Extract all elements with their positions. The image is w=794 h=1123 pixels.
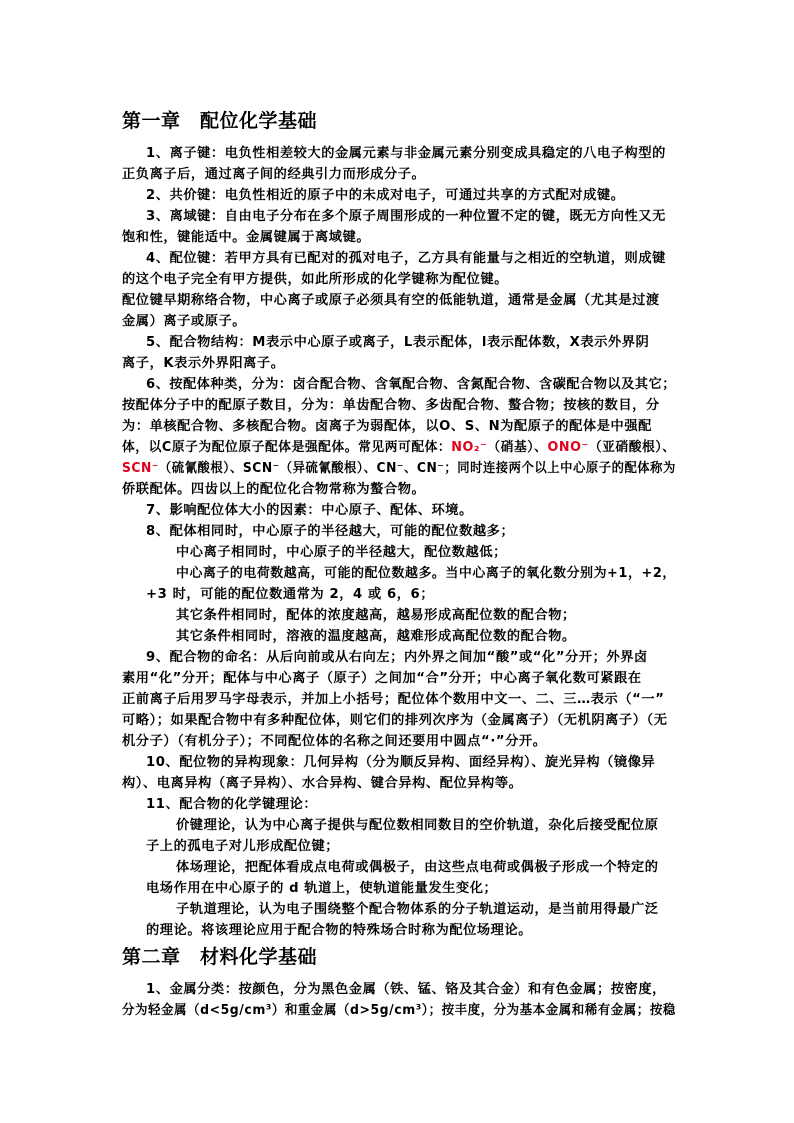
text-line: 饱和性，键能适中。金属键属于离域键。 [122,230,371,245]
text-line: 金属）离子或原子。 [122,314,247,329]
text-line: 11、配合物的化学键理论： [146,797,318,812]
text-line: 9、配合物的命名：从后向前或从右向左；内外界之间加“酸”或“化”分开；外界卤 [146,650,648,665]
text-line: 7、影响配位体大小的因素：中心原子、配体、环境。 [146,503,473,518]
text-run: 体，以C原子为配位原子配体是强配体。常见两可配体： [122,440,452,455]
text-line: 的这个电子完全有甲方提供，如此所形成的化学键称为配位键。 [122,272,509,287]
text-line: 配位键早期称络合物，中心离子或原子必须具有空的低能轨道，通常是金属（尤其是过渡 [122,293,660,308]
text-line: 侨联配体。四齿以上的配位化合物常称为螯合物。 [122,482,426,497]
highlight-no2: NO₂⁻ [451,440,488,455]
text-run: （亚硝酸根）、 [588,440,676,455]
text-line: 10、配位物的异构现象：几何异构（分为顺反异构、面经异构）、旋光异构（镜像异 [146,755,656,770]
text-line: 1、金属分类：按颜色，分为黑色金属（铁、锰、铬及其合金）和有色金属；按密度， [146,982,666,997]
text-line: 正前离子后用罗马字母表示，并加上小括号；配位体个数用中文一、二、三…表示（“一” [122,692,665,707]
text-run: （硫氰酸根）、SCN⁻（异硫氰酸根）、CN⁻、CN⁻；同时连接两个以上中心原子的配体称为 [158,461,676,476]
text-line: 可略）；如果配合物中有多种配位体，则它们的排列次序为（金属离子）（无机阴离子）（无 [122,713,668,728]
text-line: 2、共价键：电负性相近的原子中的未成对电子，可通过共享的方式配对成键。 [146,188,625,203]
text-line: 素用“化”分开；配体与中心离子（原子）之间加“合”分开；中心离子氧化数可紧跟在 [122,671,642,686]
text-line [122,436,676,455]
chapter-1-title: 第一章 配位化学基础 [122,110,318,132]
text-line: 子上的孤电子对儿形成配位键； [146,839,340,854]
chapter-2-title: 第二章 材料化学基础 [122,946,318,968]
text-run: （硝基）、 [487,440,548,455]
text-line: 正负离子后，通过离子间的经典引力而形成分子。 [122,167,426,182]
text-line [122,457,676,476]
highlight-scn: SCN⁻ [122,461,159,476]
text-line: 为：单核配合物、多核配合物。卤离子为弱配体，以O、S、N为配原子的配体是中强配 [122,419,652,434]
text-line: 离子，K表示外界阳离子。 [122,356,285,371]
text-line: 的理论。将该理论应用于配合物的特殊场合时称为配位场理论。 [146,923,533,938]
text-line: 电场作用在中心原子的 d 轨道上，使轨道能量发生变化； [146,881,498,896]
text-line: 6、按配体种类，分为：卤合配合物、含氧配合物、含氮配合物、含碳配合物以及其它； [146,377,676,392]
text-line: 子轨道理论，认为电子围绕整个配合物体系的分子轨道运动，是当前用得最广泛 [176,902,659,917]
text-line: 8、配体相同时，中心原子的半径越大，可能的配位数越多； [146,524,515,539]
text-line: 中心离子的电荷数越高，可能的配位数越多。当中心离子的氧化数分别为+1，+2， [176,566,676,581]
text-line: 其它条件相同时，配体的浓度越高，越易形成高配位数的配合物； [176,608,576,623]
text-line: 1、离子键：电负性相差较大的金属元素与非金属元素分别变成具稳定的八电子构型的 [146,146,666,161]
text-line: 价键理论，认为中心离子提供与配位数相同数目的空价轨道，杂化后接受配位原 [176,818,659,833]
text-line: 分为轻金属（d<5g/cm³）和重金属（d>5g/cm³）；按丰度，分为基本金属和稀有金属；按稳 [122,1003,676,1018]
text-line: 其它条件相同时，溶液的温度越高，越难形成高配位数的配合物。 [176,629,576,644]
text-line: 3、离域键：自由电子分布在多个原子周围形成的一种位置不定的键，既无方向性又无 [146,209,666,224]
text-line: 构）、电离异构（离子异构）、水合异构、键合异构、配位异构等。 [122,776,523,791]
text-line: 按配体分子中的配原子数目，分为：单齿配合物、多齿配合物、螯合物；按核的数目，分 [122,398,660,413]
text-line: 中心离子相同时，中心原子的半径越大，配位数越低； [176,545,507,560]
highlight-ono: ONO⁻ [547,440,589,455]
text-line: 4、配位键：若甲方具有已配对的孤对电子，乙方具有能量与之相近的空轨道，则成键 [146,251,666,266]
text-line: 5、配合物结构：M表示中心原子或离子，L表示配体，l表示配体数，X表示外界阴 [146,335,650,350]
text-line: 体场理论，把配体看成点电荷或偶极子，由这些点电荷或偶极子形成一个特定的 [176,860,659,875]
text-line: 机分子）（有机分子）；不同配位体的名称之间还要用中圆点“·”分开。 [122,734,547,749]
text-line: +3 时，可能的配位数通常为 2，4 或 6，6； [146,587,435,602]
